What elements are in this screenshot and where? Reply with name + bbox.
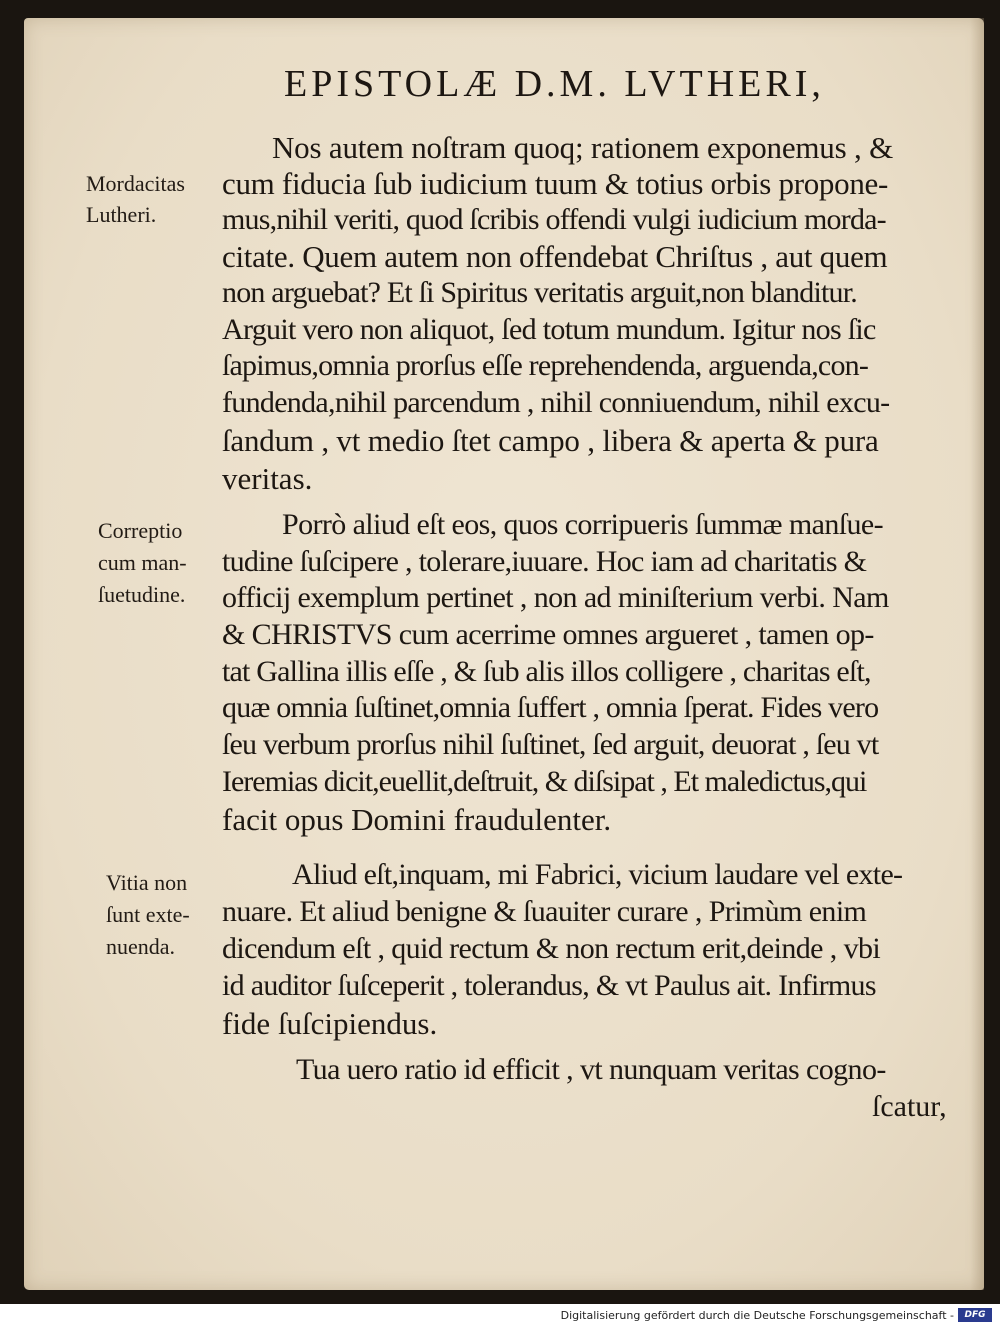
marginal-note: ſuetudine. <box>98 582 186 607</box>
body-line: Ieremias dicit,euellit,deſtruit, & diſsipat , Et maledictus,qui <box>222 765 867 798</box>
body-line: officij exemplum pertinet , non ad miniſterium verbi. Nam <box>222 581 889 614</box>
body-line: fide ſuſcipiendus. <box>222 1006 438 1041</box>
marginal-note: Correptio <box>98 518 183 543</box>
body-line: veritas. <box>222 461 313 496</box>
marginal-note: Mordacitas <box>86 171 185 196</box>
body-line: non arguebat? Et ſi Spiritus veritatis arguit,non blanditur. <box>222 276 857 309</box>
body-line: cum fiducia ſub iudicium tuum & totius orbis propone- <box>222 166 889 201</box>
body-line: tat Gallina illis eſſe , & ſub alis illos colligere , charitas eſt, <box>222 655 871 688</box>
body-line: facit opus Domini fraudulenter. <box>222 802 612 837</box>
body-line: citate. Quem autem non offendebat Chriſtus , aut quem <box>222 239 888 274</box>
body-line: fundenda,nihil parcendum , nihil conniuendum, nihil excu- <box>222 386 890 419</box>
body-line: id auditor ſuſceperit , tolerandus, & vt Paulus ait. Infirmus <box>222 969 876 1002</box>
body-line: mus,nihil veriti, quod ſcribis offendi vulgi iudicium morda- <box>222 203 886 236</box>
body-line: ſcatur, <box>872 1090 947 1123</box>
body-line: nuare. Et aliud benigne & ſuauiter curare , Primùm enim <box>222 895 867 928</box>
dfg-logo: DFG <box>958 1308 992 1322</box>
body-line: ſandum , vt medio ſtet campo , libera & aperta & pura <box>222 423 879 458</box>
marginal-note: cum man- <box>98 550 187 575</box>
body-line: & CHRISTVS cum acerrime omnes argueret , tamen op- <box>222 618 874 651</box>
running-head: EPISTOLÆ D.M. LVTHERI, <box>284 63 825 105</box>
body-line: Porrò aliud eſt eos, quos corripueris ſummæ manſue- <box>282 508 883 541</box>
body-line: ſapimus,omnia prorſus eſſe reprehendenda, arguenda,con- <box>222 349 869 382</box>
body-line: ſeu verbum prorſus nihil ſuſtinet, ſed arguit, deuorat , ſeu vt <box>222 728 879 761</box>
body-line: Nos autem noſtram quoq; rationem exponemus , & <box>272 130 894 165</box>
page-edge <box>970 18 984 1290</box>
marginal-note: ſunt exte- <box>106 902 190 927</box>
footer-bar <box>0 1304 1000 1326</box>
body-line: Aliud eſt,inquam, mi Fabrici, vicium laudare vel exte- <box>292 858 903 891</box>
marginal-note: nuenda. <box>106 934 176 959</box>
marginal-note: Vitia non <box>106 870 188 895</box>
marginal-note: Lutheri. <box>86 202 157 227</box>
body-line: Arguit vero non aliquot, ſed totum mundum. Igitur nos ſic <box>222 313 876 346</box>
body-line: tudine ſuſcipere , tolerare,iuuare. Hoc iam ad charitatis & <box>222 545 867 578</box>
body-line: quæ omnia ſuſtinet,omnia ſuffert , omnia ſperat. Fides vero <box>222 691 879 724</box>
body-line: Tua uero ratio id efficit , vt nunquam veritas cogno- <box>296 1053 886 1086</box>
body-line: dicendum eſt , quid rectum & non rectum erit,deinde , vbi <box>222 932 881 965</box>
funding-notice: Digitalisierung gefördert durch die Deutsche Forschungsgemeinschaft - <box>560 1309 954 1322</box>
